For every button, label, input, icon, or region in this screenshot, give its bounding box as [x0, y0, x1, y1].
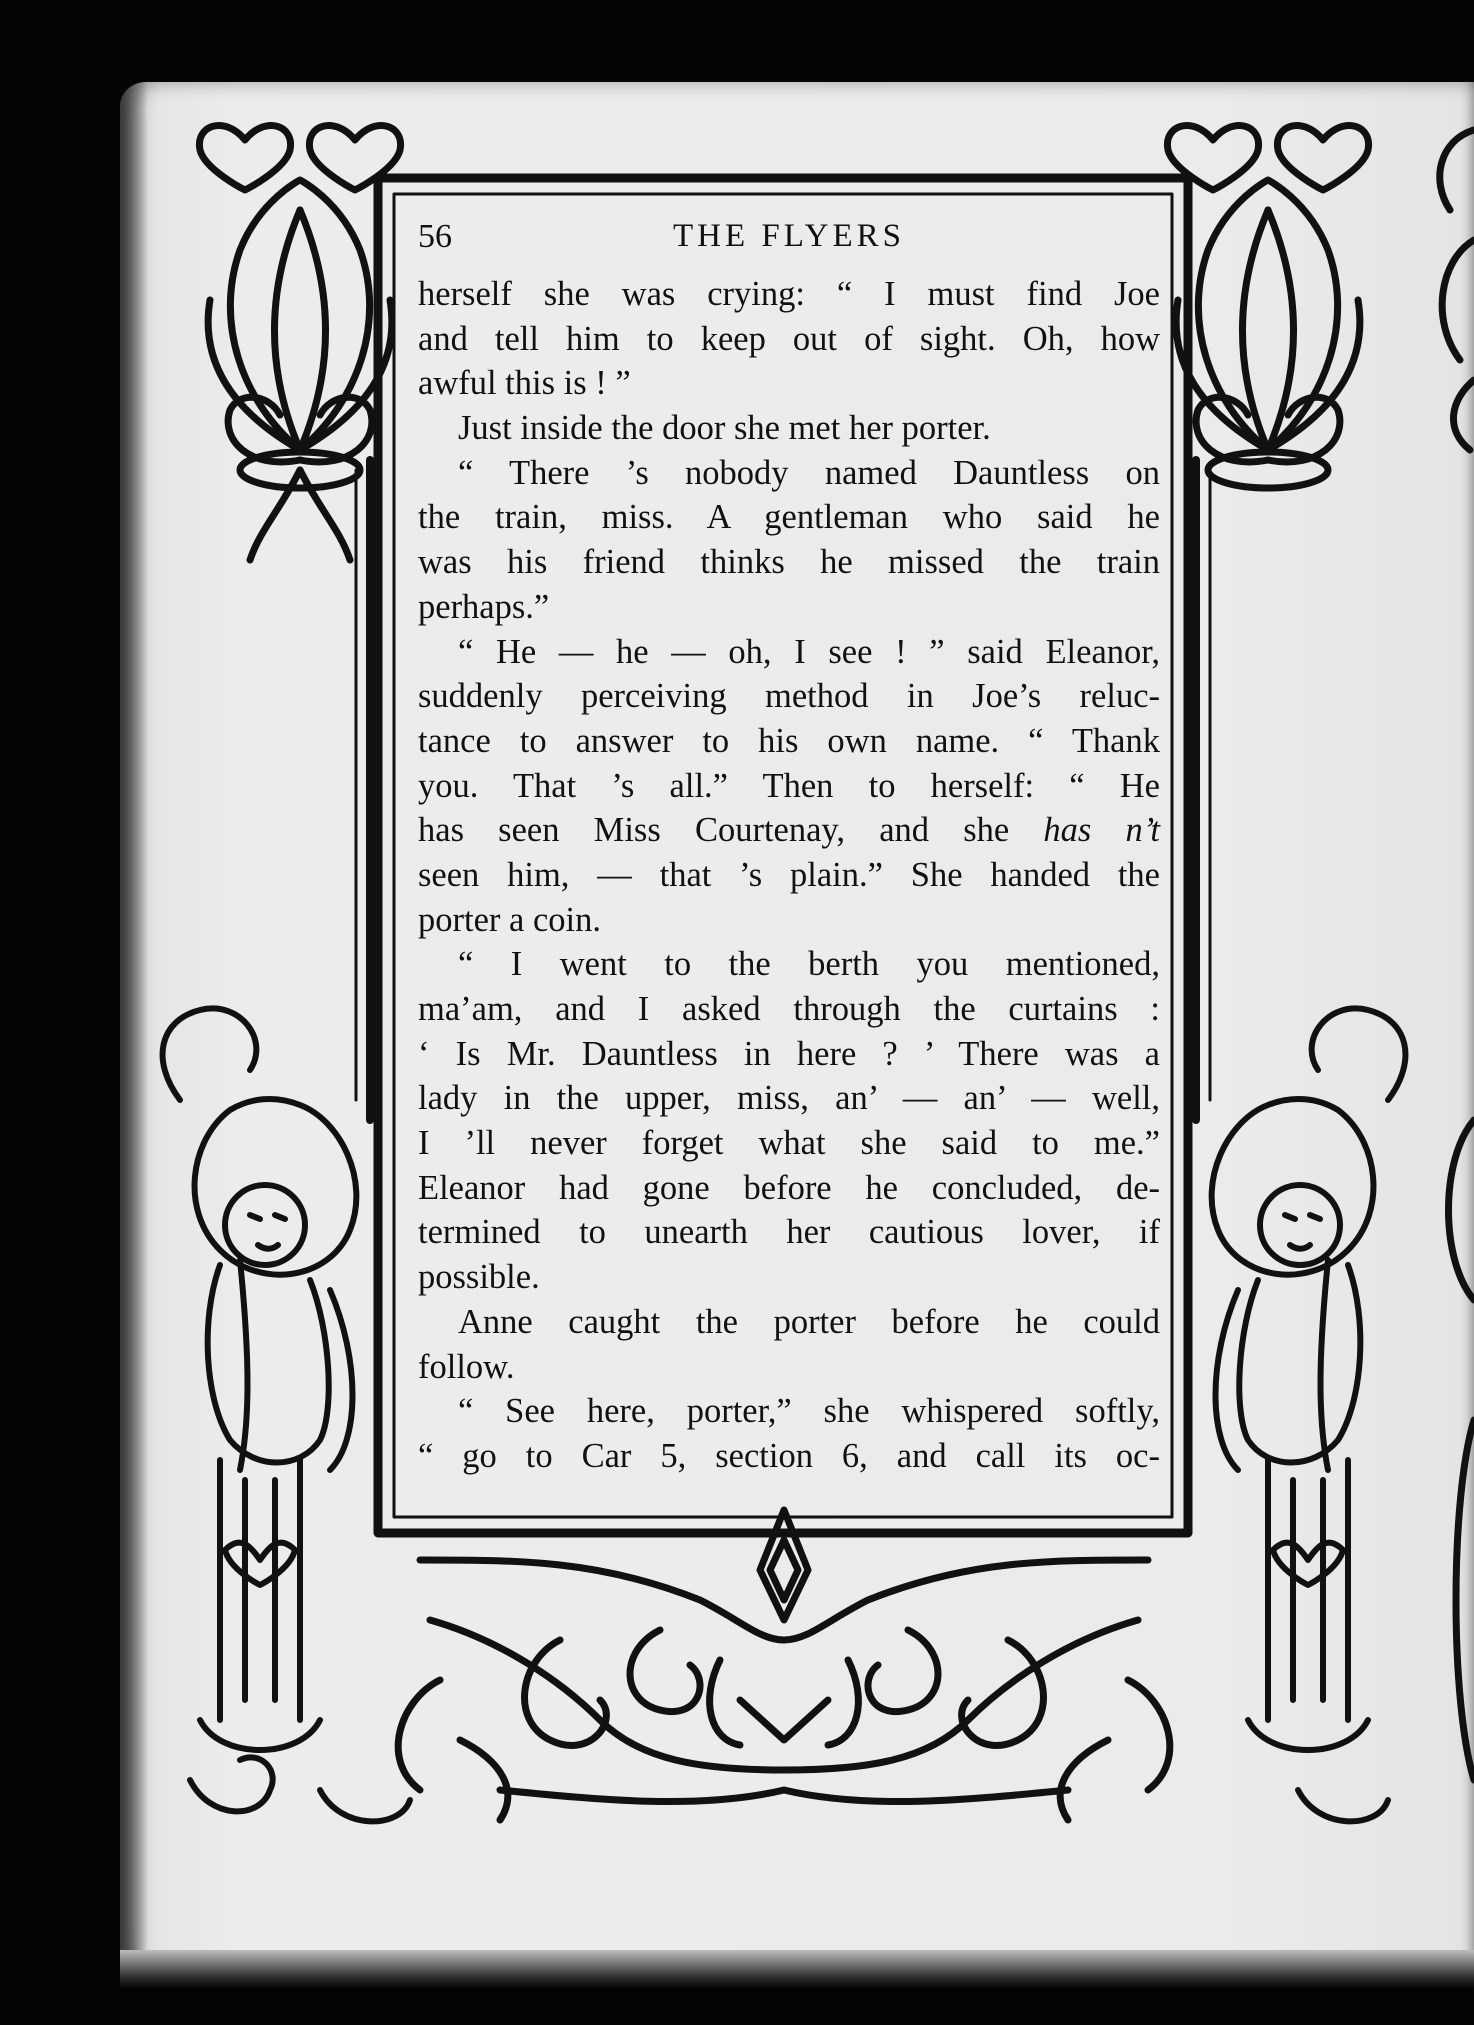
text-line [418, 1032, 1160, 1077]
text-line [418, 719, 1160, 764]
text-segment: ‘ Is Mr. Dauntless in here ? ’ There was a [418, 1034, 1160, 1073]
text-segment: possible. [418, 1258, 540, 1297]
text-segment: Anne caught the porter before he could [458, 1302, 1160, 1341]
text-line [418, 1210, 1160, 1255]
text-segment: “ There ’s nobody named Dauntless on [458, 453, 1160, 492]
page-header [418, 212, 1160, 272]
text-line [418, 317, 1160, 362]
text-line [418, 451, 1160, 496]
text-segment: “ go to Car 5, section 6, and call its oc- [418, 1436, 1160, 1475]
text-segment: the train, miss. A gentleman who said he [418, 498, 1160, 537]
text-segment: suddenly perceiving method in Joe’s reluc- [418, 677, 1160, 716]
text-segment: Just inside the door she met her porter. [458, 409, 991, 448]
text-line [418, 1255, 1160, 1300]
text-line [418, 540, 1160, 585]
scroll-vine-ornament [398, 1510, 1170, 1820]
text-segment: lady in the upper, miss, an’ — an’ — well, [418, 1079, 1160, 1118]
text-line [418, 1434, 1160, 1479]
left-pillar [356, 460, 370, 1120]
text-segment: Eleanor had gone before he concluded, de- [418, 1168, 1160, 1207]
text-line [418, 898, 1160, 943]
page-number: 56 [418, 218, 452, 255]
text-segment: ma’am, and I asked through the curtains : [418, 990, 1160, 1028]
text-line [418, 585, 1160, 630]
text-segment: tance to answer to his own name. “ Thank [418, 721, 1160, 760]
text-line [418, 674, 1160, 719]
text-line [418, 406, 1160, 451]
text-line [418, 764, 1160, 809]
text-line [418, 630, 1160, 675]
text-segment: you. That ’s all.” Then to herself: “ He [418, 766, 1160, 805]
text-segment: and tell him to keep out of sight. Oh, how [418, 319, 1160, 358]
next-page-ornament [1440, 130, 1474, 1780]
text-segment: herself she was crying: “ I must find Joe [418, 275, 1160, 313]
text-segment: porter a coin. [418, 900, 601, 939]
text-line [418, 495, 1160, 540]
italic-text: has n’t [1043, 811, 1160, 850]
text-line [418, 853, 1160, 898]
cherub-ornament-right [1212, 1008, 1406, 1821]
heart-icon [1277, 126, 1368, 190]
text-line [418, 361, 1160, 406]
text-line [418, 808, 1160, 853]
running-title: THE FLYERS [673, 218, 905, 254]
page-text-block [418, 212, 1160, 1482]
cherub-ornament-left [163, 1008, 410, 1821]
text-line [418, 987, 1160, 1032]
text-line [418, 1389, 1160, 1434]
palmette-ornament-top-right [1176, 180, 1360, 488]
text-segment: I ’ll never forget what she said to me.” [418, 1124, 1160, 1163]
text-segment: “ I went to the berth you mentioned, [458, 945, 1160, 984]
text-segment: follow. [418, 1347, 515, 1386]
text-line [418, 1076, 1160, 1121]
right-pillar [1196, 460, 1210, 1120]
text-segment: perhaps.” [418, 587, 550, 626]
heart-icon [199, 126, 290, 190]
body-text [418, 272, 1160, 1479]
text-segment: termined to unearth her cautious lover, if [418, 1213, 1160, 1252]
text-line [418, 1300, 1160, 1345]
text-segment: “ He — he — oh, I see ! ” said Eleanor, [458, 632, 1160, 671]
text-segment: awful this is ! ” [418, 364, 631, 403]
text-segment: “ See here, porter,” she whispered softly, [458, 1392, 1160, 1431]
text-line [418, 942, 1160, 987]
text-segment: seen him, — that ’s plain.” She handed the [418, 855, 1160, 894]
text-line [418, 272, 1160, 317]
text-line [418, 1121, 1160, 1166]
text-segment: has seen Miss Courtenay, and she [418, 811, 1044, 850]
text-segment: was his friend thinks he missed the train [418, 543, 1160, 582]
text-line [418, 1345, 1160, 1390]
palmette-ornament-top-left [208, 180, 392, 560]
text-line [418, 1166, 1160, 1211]
